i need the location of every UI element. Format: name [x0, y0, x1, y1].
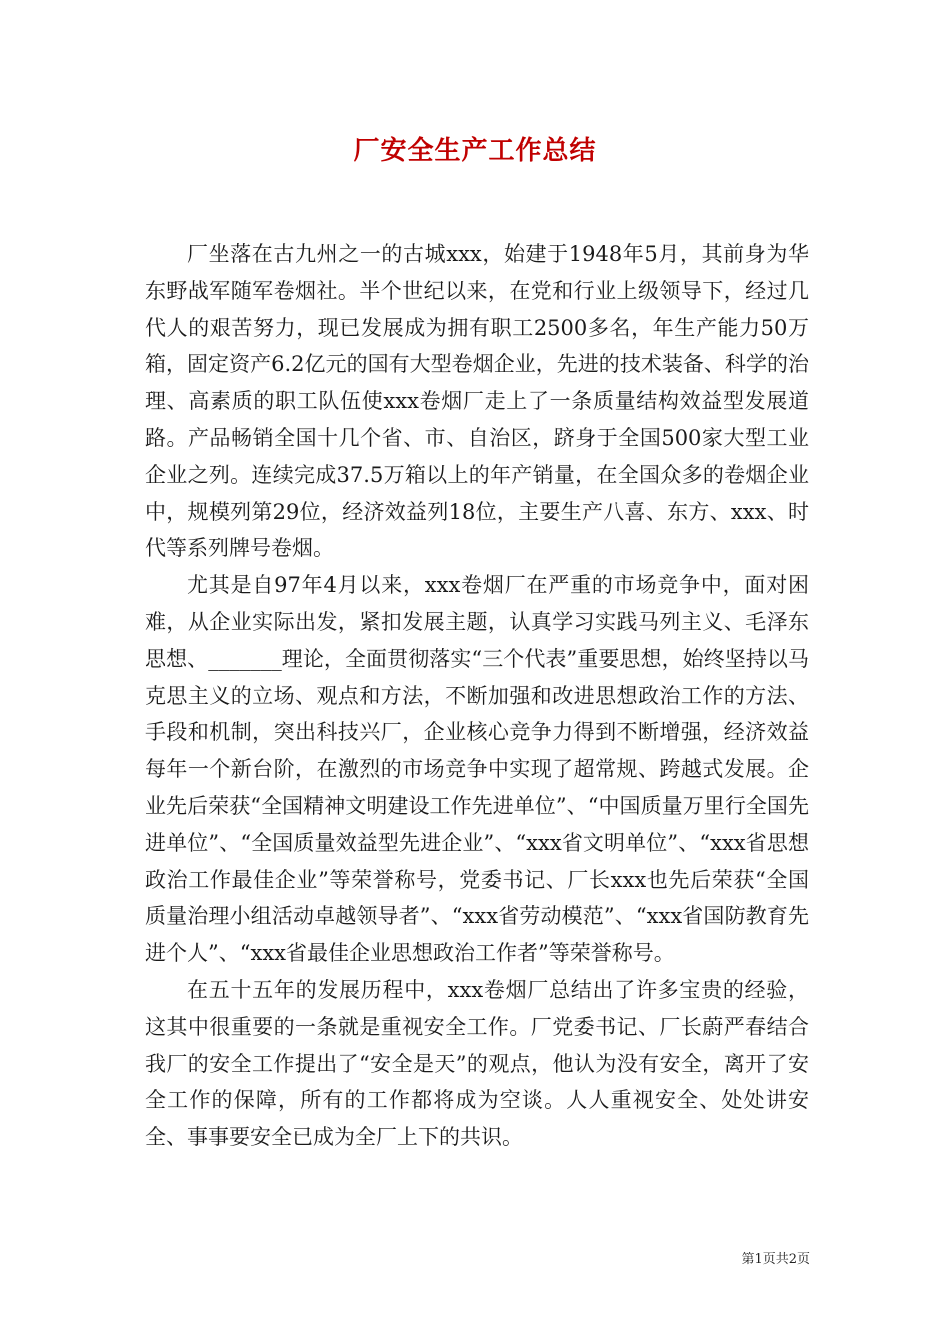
paragraph-3: 在五十五年的发展历程中，xxx卷烟厂总结出了许多宝贵的经验，这其中很重要的一条就是重视安全工作。厂党委书记、厂长蔚严春结合我厂的安全工作提出了“安全是天”的观点，他认为没有安全，离开了安全工作的保障，所有的工作都将成为空谈。人人重视安全、处处讲安全、事事要安全已成为全厂上下的共识。: [145, 977, 809, 1150]
paragraph-1: 厂坐落在古九州之一的古城xxx，始建于1948年5月，其前身为华东野战军随军卷烟社。半个世纪以来，在党和行业上级领导下，经过几代人的艰苦努力，现已发展成为拥有职工2500多名，年生产能力50万箱，固定资产6.2亿元的国有大型卷烟企业，先进的技术装备、科学的治理、高素质的职工队伍使xxx卷烟厂走上了一条质量结构效益型发展道路。产品畅销全国十几个省、市、自治区，跻身于全国500家大型工业企业之列。连续完成37.5万箱以上的年产销量，在全国众多的卷烟企业中，规模列第29位，经济效益列18位，主要生产八喜、东方、xxx、时代等系列牌号卷烟。: [145, 242, 809, 561]
page-number: 第1页共2页: [741, 1252, 810, 1267]
document-body: [145, 236, 809, 1156]
document-title: 厂安全生产工作总结: [353, 136, 597, 166]
paragraph-2: 尤其是自97年4月以来，xxx卷烟厂在严重的市场竞争中，面对困难，从企业实际出发，紧扣发展主题，认真学习实践马列主义、毛泽东思想、_______理论，全面贯彻落实“三个代表”重要思想，始终坚持以马克思主义的立场、观点和方法，不断加强和改进思想政治工作的方法、手段和机制，突出科技兴厂，企业核心竞争力得到不断增强，经济效益每年一个新台阶，在激烈的市场竞争中实现了超常规、跨越式发展。企业先后荣获“全国精神文明建设工作先进单位”、“中国质量万里行全国先进单位”、“全国质量效益型先进企业”、“xxx省文明单位”、“xxx省思想政治工作最佳企业”等荣誉称号，党委书记、厂长xxx也先后荣获“全国质量治理小组活动卓越领导者”、“xxx省劳动模范”、“xxx省国防教育先进个人”、“xxx省最佳企业思想政治工作者”等荣誉称号。: [145, 573, 809, 966]
